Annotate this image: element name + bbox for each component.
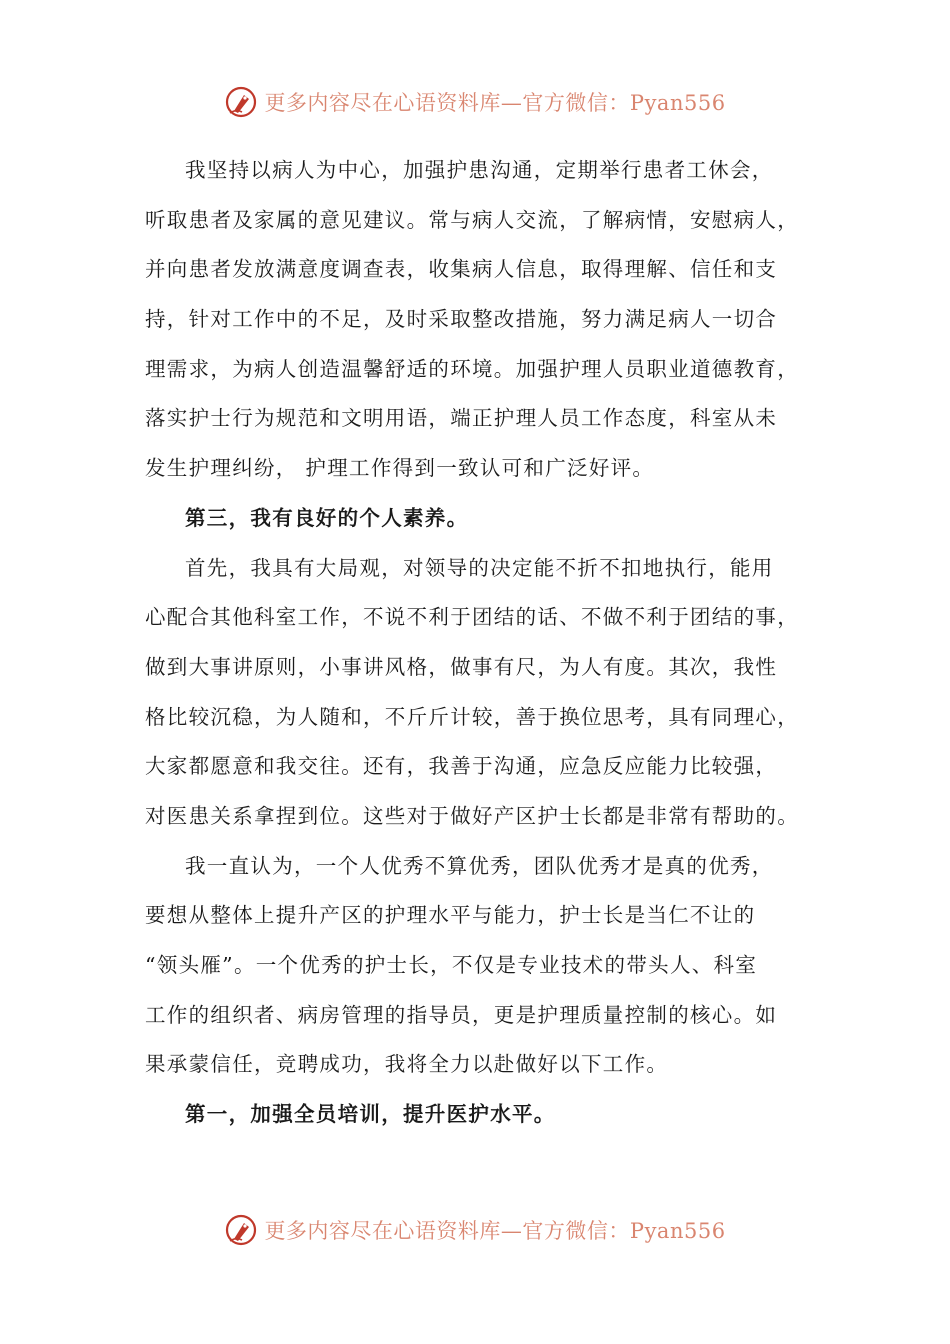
paragraph-line: 发生护理纠纷， 护理工作得到一致认可和广泛好评。 xyxy=(145,456,655,481)
paragraph-line: 对医患关系拿捏到位。这些对于做好产区护士长都是非常有帮助的。 xyxy=(145,803,799,828)
header-banner-text: 更多内容尽在心语资料库—官方微信：Pyan556 xyxy=(264,91,726,115)
paragraph-line: 要想从整体上提升产区的护理水平与能力，护士长是当仁不让的 xyxy=(145,903,756,928)
paragraph-line: 首先，我具有大局观，对领导的决定能不折不扣地执行，能用 xyxy=(185,555,774,580)
paragraph-line: 大家都愿意和我交往。还有，我善于沟通，应急反应能力比较强， xyxy=(145,754,778,779)
paragraph-line: “领头雁”。一个优秀的护士长，不仅是专业技术的带头人、科室 xyxy=(145,953,758,977)
footer-banner xyxy=(0,1208,950,1252)
section-heading: 第三，我有良好的个人素养。 xyxy=(185,505,469,530)
paragraph-line: 果承蒙信任，竞聘成功，我将全力以赴做好以下工作。 xyxy=(145,1052,669,1077)
paragraph-line: 听取患者及家属的意见建议。常与病人交流，了解病情，安慰病人， xyxy=(145,207,799,232)
paragraph-line: 格比较沉稳，为人随和，不斤斤计较，善于换位思考，具有同理心， xyxy=(145,704,799,729)
pen-nib-logo-icon xyxy=(224,85,258,119)
paragraph-line: 做到大事讲原则，小事讲风格，做事有尺，为人有度。其次，我性 xyxy=(145,654,778,679)
paragraph-line: 工作的组织者、病房管理的指导员，更是护理质量控制的核心。如 xyxy=(145,1002,778,1027)
paragraph-line: 并向患者发放满意度调查表，收集病人信息，取得理解、信任和支 xyxy=(145,257,778,282)
paragraph-line: 理需求，为病人创造温馨舒适的环境。加强护理人员职业道德教育， xyxy=(145,356,799,381)
paragraph-line: 我坚持以病人为中心，加强护患沟通，定期举行患者工休会， xyxy=(185,158,774,182)
pen-nib-logo-icon xyxy=(224,1213,258,1247)
paragraph-line: 持，针对工作中的不足，及时采取整改措施，努力满足病人一切合 xyxy=(145,307,778,332)
header-banner xyxy=(0,80,950,124)
footer-banner-text: 更多内容尽在心语资料库—官方微信：Pyan556 xyxy=(264,1219,726,1243)
paragraph-line: 心配合其他科室工作，不说不利于团结的话、不做不利于团结的事， xyxy=(145,605,799,630)
paragraph-line: 落实护士行为规范和文明用语，端正护理人员工作态度，科室从未 xyxy=(145,406,778,431)
document-body xyxy=(145,146,810,1140)
paragraph-line: 我一直认为，一个人优秀不算优秀，团队优秀才是真的优秀， xyxy=(185,853,774,878)
section-heading: 第一，加强全员培训，提升医护水平。 xyxy=(185,1102,556,1127)
